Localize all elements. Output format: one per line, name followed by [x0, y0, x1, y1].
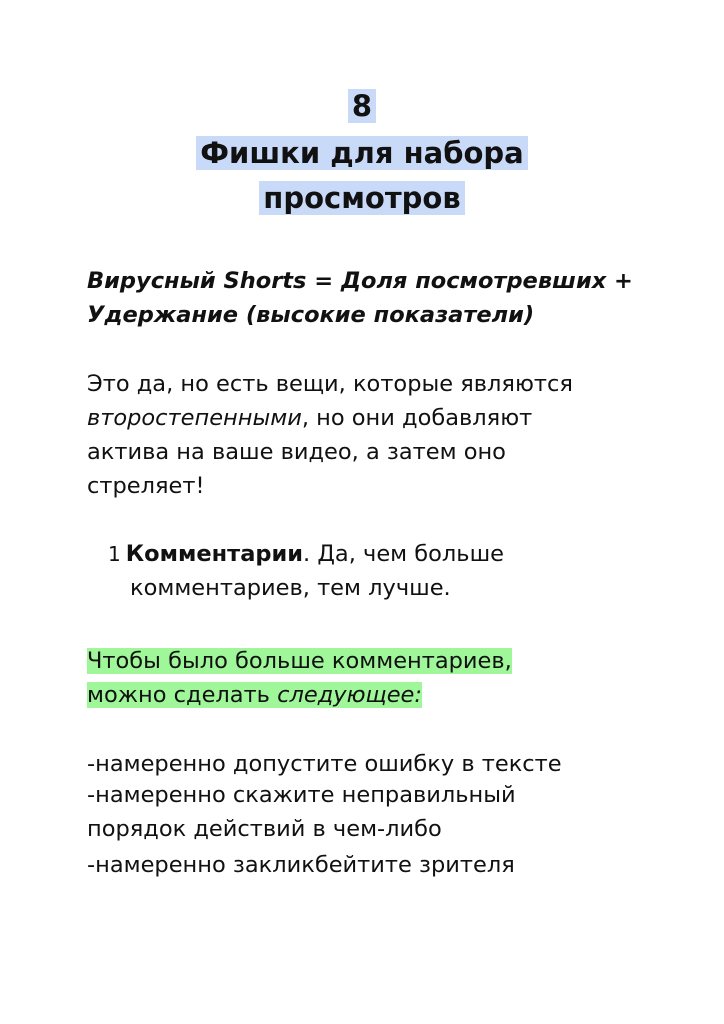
intro-emphasis: второстепенными [87, 405, 302, 431]
callout-emphasis: следующее: [277, 682, 422, 708]
tip-line-1: -намеренно допустите ошибку в тексте [87, 751, 562, 777]
slide-number [0, 84, 724, 128]
slide-number-text: 8 [348, 89, 376, 123]
page-title-line-1 [0, 131, 724, 175]
intro-line-2-rest: , но они добавляют [301, 405, 533, 431]
callout-line-2 [87, 679, 422, 711]
list-item-line-2: комментариев, тем лучше. [130, 575, 451, 601]
list-item-title: Комментарии [125, 541, 304, 567]
page-title-line-2 [0, 176, 724, 220]
callout-line-1-text: Чтобы было больше комментариев, [87, 648, 512, 674]
list-item-rest: . Да, чем больше [303, 541, 504, 567]
intro-line-1: Это да, но есть вещи, которые являются [87, 371, 573, 397]
callout-line-1 [87, 645, 512, 677]
intro-line-2 [87, 402, 532, 434]
page-title-line-1-text: Фишки для набора [196, 136, 527, 170]
tip-line-3: порядок действий в чем-либо [87, 816, 442, 842]
intro-line-4: стреляет! [87, 473, 205, 499]
list-item-comments [108, 538, 504, 570]
page-title-line-2-text: просмотров [259, 181, 464, 215]
tip-line-2: -намеренно скажите неправильный [87, 782, 516, 808]
tip-line-4: -намеренно закликбейтите зрителя [87, 852, 515, 878]
formula-line-1: Вирусный Shorts = Доля посмотревших + [87, 268, 633, 294]
callout-line-2-text: можно сделать [87, 682, 278, 708]
intro-line-3: актива на ваше видео, а затем оно [87, 439, 506, 465]
formula-line-2: Удержание (высокие показатели) [87, 302, 535, 328]
list-item-number: 1 [108, 542, 121, 566]
